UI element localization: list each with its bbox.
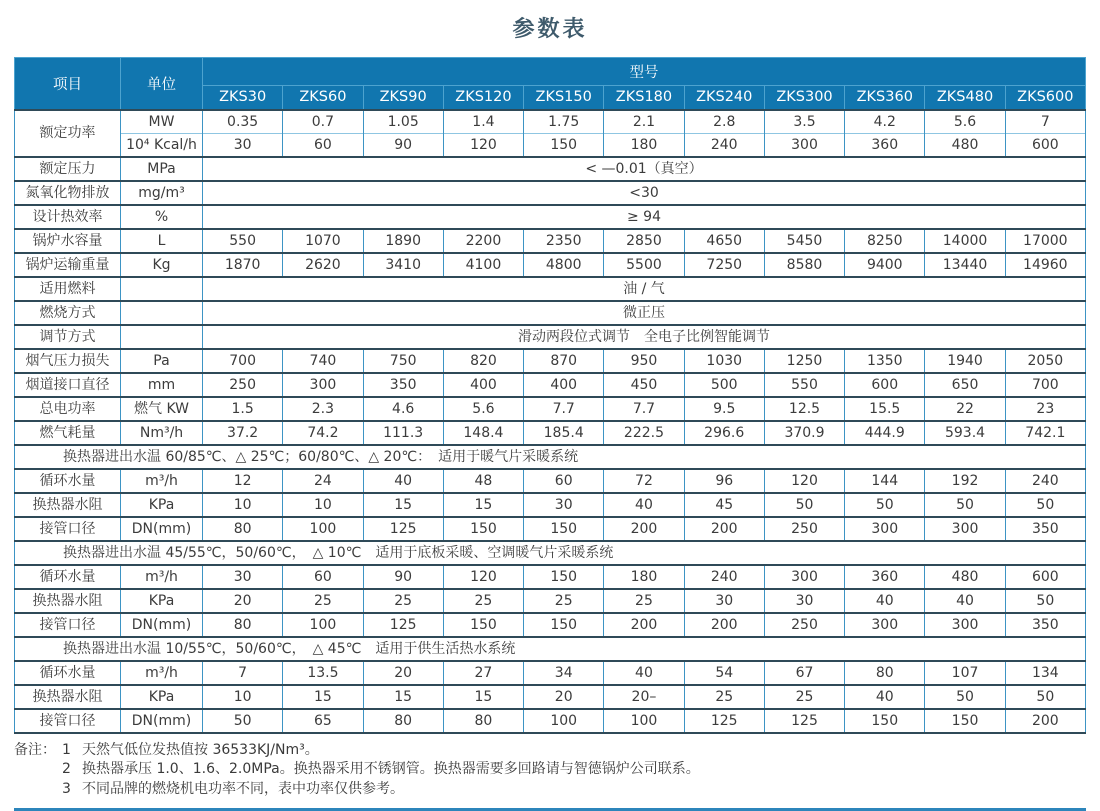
cell-value: 350 — [363, 373, 443, 397]
table-body — [15, 110, 1086, 733]
cell-value: 1.05 — [363, 110, 443, 134]
row-unit: % — [121, 205, 203, 229]
cell-value: 550 — [203, 229, 283, 253]
data-row — [15, 349, 1086, 373]
notes-list — [62, 741, 1086, 800]
cell-value: 1070 — [283, 229, 363, 253]
cell-value: 13440 — [925, 253, 1005, 277]
cell-value: 360 — [845, 133, 925, 157]
row-value: <30 — [203, 181, 1086, 205]
column-header-zks30: ZKS30 — [203, 86, 283, 110]
cell-value: 120 — [443, 565, 523, 589]
section-label: 换热器进出水温 45/55℃，50/60℃， △ 10℃ 适用于底板采暖、空调暖气片采暖系统 — [15, 541, 1086, 565]
row-label: 锅炉水容量 — [15, 229, 121, 253]
cell-value: 10 — [283, 493, 363, 517]
cell-value: 74.2 — [283, 421, 363, 445]
data-row — [15, 421, 1086, 445]
cell-value: 0.35 — [203, 110, 283, 134]
data-row — [15, 613, 1086, 637]
cell-value: 600 — [845, 373, 925, 397]
row-unit: m³/h — [121, 565, 203, 589]
cell-value: 10 — [203, 685, 283, 709]
cell-value: 9.5 — [684, 397, 764, 421]
cell-value: 300 — [845, 613, 925, 637]
cell-value: 1.4 — [443, 110, 523, 134]
row-unit: Nm³/h — [121, 421, 203, 445]
cell-value: 250 — [203, 373, 283, 397]
cell-value: 1890 — [363, 229, 443, 253]
cell-value: 150 — [524, 517, 604, 541]
cell-value: 7 — [1005, 110, 1085, 134]
cell-value: 24 — [283, 469, 363, 493]
note-number: 1 — [62, 741, 71, 758]
cell-value: 30 — [524, 493, 604, 517]
cell-value: 1350 — [845, 349, 925, 373]
cell-value: 50 — [764, 493, 844, 517]
row-unit: KPa — [121, 589, 203, 613]
cell-value: 5500 — [604, 253, 684, 277]
row-label: 接管口径 — [15, 517, 121, 541]
cell-value: 13.5 — [283, 661, 363, 685]
cell-value: 192 — [925, 469, 1005, 493]
cell-value: 100 — [283, 517, 363, 541]
cell-value: 360 — [845, 565, 925, 589]
row-unit: 燃气 KW — [121, 397, 203, 421]
cell-value: 111.3 — [363, 421, 443, 445]
cell-value: 4800 — [524, 253, 604, 277]
cell-value: 120 — [764, 469, 844, 493]
cell-value: 870 — [524, 349, 604, 373]
cell-value: 125 — [684, 709, 764, 733]
cell-value: 600 — [1005, 565, 1085, 589]
data-row — [15, 469, 1086, 493]
column-header-zks150: ZKS150 — [524, 86, 604, 110]
cell-value: 1.5 — [203, 397, 283, 421]
cell-value: 1030 — [684, 349, 764, 373]
row-unit — [121, 301, 203, 325]
cell-value: 25 — [524, 589, 604, 613]
cell-value: 400 — [443, 373, 523, 397]
note-line-1 — [62, 741, 1086, 761]
cell-value: 12.5 — [764, 397, 844, 421]
data-row — [15, 373, 1086, 397]
row-value: 滑动两段位式调节 全电子比例智能调节 — [203, 325, 1086, 349]
row-unit: m³/h — [121, 469, 203, 493]
section-row — [15, 637, 1086, 661]
cell-value: 4100 — [443, 253, 523, 277]
cell-value: 296.6 — [684, 421, 764, 445]
cell-value: 480 — [925, 133, 1005, 157]
cell-value: 150 — [443, 613, 523, 637]
spec-table — [14, 57, 1086, 734]
data-row — [15, 325, 1086, 349]
row-unit: 10⁴ Kcal/h — [121, 133, 203, 157]
note-text: 换热器承压 1.0、1.6、2.0MPa。换热器采用不锈钢管。换热器需要多回路请与智德锅炉公司联系。 — [82, 761, 700, 777]
cell-value: 370.9 — [764, 421, 844, 445]
cell-value: 2350 — [524, 229, 604, 253]
cell-value: 50 — [845, 493, 925, 517]
cell-value: 0.7 — [283, 110, 363, 134]
note-line-3 — [62, 780, 1086, 800]
cell-value: 593.4 — [925, 421, 1005, 445]
page-title: 参数表 — [512, 17, 588, 42]
notes — [14, 741, 1086, 800]
cell-value: 40 — [845, 685, 925, 709]
cell-value: 45 — [684, 493, 764, 517]
row-unit: L — [121, 229, 203, 253]
cell-value: 40 — [604, 661, 684, 685]
cell-value: 134 — [1005, 661, 1085, 685]
row-label: 烟道接口直径 — [15, 373, 121, 397]
cell-value: 2620 — [283, 253, 363, 277]
cell-value: 96 — [684, 469, 764, 493]
data-row — [15, 685, 1086, 709]
cell-value: 50 — [925, 685, 1005, 709]
data-row — [15, 253, 1086, 277]
cell-value: 1.75 — [524, 110, 604, 134]
note-text: 天然气低位发热值按 36533KJ/Nm³。 — [82, 741, 319, 758]
row-label: 循环水量 — [15, 469, 121, 493]
row-unit: Pa — [121, 349, 203, 373]
cell-value: 37.2 — [203, 421, 283, 445]
cell-value: 80 — [203, 517, 283, 541]
cell-value: 150 — [524, 565, 604, 589]
cell-value: 148.4 — [443, 421, 523, 445]
section-row — [15, 445, 1086, 469]
row-unit — [121, 277, 203, 301]
row-unit: DN(mm) — [121, 517, 203, 541]
cell-value: 144 — [845, 469, 925, 493]
data-row — [15, 133, 1086, 157]
cell-value: 200 — [684, 517, 764, 541]
cell-value: 60 — [283, 565, 363, 589]
cell-value: 40 — [925, 589, 1005, 613]
cell-value: 80 — [203, 613, 283, 637]
cell-value: 7.7 — [524, 397, 604, 421]
row-label: 换热器水阻 — [15, 493, 121, 517]
cell-value: 80 — [845, 661, 925, 685]
row-value: ≥ 94 — [203, 205, 1086, 229]
data-row — [15, 661, 1086, 685]
cell-value: 54 — [684, 661, 764, 685]
cell-value: 72 — [604, 469, 684, 493]
cell-value: 650 — [925, 373, 1005, 397]
cell-value: 240 — [684, 565, 764, 589]
cell-value: 400 — [524, 373, 604, 397]
cell-value: 300 — [845, 517, 925, 541]
cell-value: 5.6 — [443, 397, 523, 421]
column-header-zks90: ZKS90 — [363, 86, 443, 110]
cell-value: 67 — [764, 661, 844, 685]
data-row — [15, 277, 1086, 301]
cell-value: 40 — [604, 493, 684, 517]
cell-value: 550 — [764, 373, 844, 397]
column-header-zks300: ZKS300 — [764, 86, 844, 110]
note-number: 3 — [62, 780, 71, 797]
cell-value: 300 — [925, 613, 1005, 637]
cell-value: 444.9 — [845, 421, 925, 445]
cell-value: 200 — [1005, 709, 1085, 733]
cell-value: 450 — [604, 373, 684, 397]
cell-value: 200 — [604, 613, 684, 637]
data-row — [15, 565, 1086, 589]
cell-value: 185.4 — [524, 421, 604, 445]
cell-value: 40 — [845, 589, 925, 613]
note-number: 2 — [62, 761, 71, 777]
cell-value: 30 — [203, 565, 283, 589]
cell-value: 2.3 — [283, 397, 363, 421]
cell-value: 25 — [684, 685, 764, 709]
cell-value: 20– — [604, 685, 684, 709]
column-header-zks60: ZKS60 — [283, 86, 363, 110]
cell-value: 200 — [604, 517, 684, 541]
row-value: 油 / 气 — [203, 277, 1086, 301]
cell-value: 240 — [1005, 469, 1085, 493]
cell-value: 250 — [764, 613, 844, 637]
cell-value: 200 — [684, 613, 764, 637]
cell-value: 1250 — [764, 349, 844, 373]
row-label: 换热器水阻 — [15, 589, 121, 613]
cell-value: 25 — [764, 685, 844, 709]
cell-value: 40 — [363, 469, 443, 493]
cell-value: 60 — [283, 133, 363, 157]
model-group-header: 型号 — [203, 58, 1086, 86]
row-label: 调节方式 — [15, 325, 121, 349]
cell-value: 15 — [363, 685, 443, 709]
cell-value: 125 — [363, 613, 443, 637]
data-row — [15, 205, 1086, 229]
cell-value: 300 — [764, 565, 844, 589]
data-row — [15, 709, 1086, 733]
data-row — [15, 110, 1086, 134]
cell-value: 107 — [925, 661, 1005, 685]
header-row-1 — [15, 58, 1086, 86]
cell-value: 15.5 — [845, 397, 925, 421]
cell-value: 50 — [1005, 685, 1085, 709]
cell-value: 90 — [363, 133, 443, 157]
cell-value: 30 — [684, 589, 764, 613]
data-row — [15, 229, 1086, 253]
cell-value: 7250 — [684, 253, 764, 277]
cell-value: 10 — [203, 493, 283, 517]
cell-value: 65 — [283, 709, 363, 733]
cell-value: 700 — [1005, 373, 1085, 397]
cell-value: 300 — [283, 373, 363, 397]
cell-value: 23 — [1005, 397, 1085, 421]
cell-value: 4650 — [684, 229, 764, 253]
column-header-item: 项目 — [15, 58, 121, 110]
cell-value: 700 — [203, 349, 283, 373]
cell-value: 950 — [604, 349, 684, 373]
row-unit: Kg — [121, 253, 203, 277]
cell-value: 300 — [764, 133, 844, 157]
cell-value: 240 — [684, 133, 764, 157]
cell-value: 12 — [203, 469, 283, 493]
cell-value: 8250 — [845, 229, 925, 253]
cell-value: 820 — [443, 349, 523, 373]
row-label: 循环水量 — [15, 661, 121, 685]
cell-value: 14960 — [1005, 253, 1085, 277]
cell-value: 5450 — [764, 229, 844, 253]
cell-value: 3410 — [363, 253, 443, 277]
cell-value: 750 — [363, 349, 443, 373]
cell-value: 740 — [283, 349, 363, 373]
cell-value: 480 — [925, 565, 1005, 589]
cell-value: 2.1 — [604, 110, 684, 134]
column-header-zks360: ZKS360 — [845, 86, 925, 110]
cell-value: 25 — [283, 589, 363, 613]
column-header-zks240: ZKS240 — [684, 86, 764, 110]
cell-value: 30 — [203, 133, 283, 157]
cell-value: 80 — [363, 709, 443, 733]
section-label: 换热器进出水温 60/85℃、△ 25℃；60/80℃、△ 20℃： 适用于暖气片采暖系统 — [15, 445, 1086, 469]
row-unit: KPa — [121, 493, 203, 517]
row-label: 换热器水阻 — [15, 685, 121, 709]
row-value: 微正压 — [203, 301, 1086, 325]
row-unit: mg/m³ — [121, 181, 203, 205]
cell-value: 125 — [363, 517, 443, 541]
note-text: 不同品牌的燃烧机电功率不同，表中功率仅供参考。 — [82, 780, 404, 797]
cell-value: 15 — [443, 685, 523, 709]
cell-value: 3.5 — [764, 110, 844, 134]
cell-value: 27 — [443, 661, 523, 685]
row-label: 燃烧方式 — [15, 301, 121, 325]
cell-value: 15 — [283, 685, 363, 709]
cell-value: 100 — [283, 613, 363, 637]
cell-value: 500 — [684, 373, 764, 397]
cell-value: 4.2 — [845, 110, 925, 134]
row-label: 接管口径 — [15, 613, 121, 637]
cell-value: 90 — [363, 565, 443, 589]
row-unit: MW — [121, 110, 203, 134]
cell-value: 14000 — [925, 229, 1005, 253]
cell-value: 15 — [443, 493, 523, 517]
row-label: 循环水量 — [15, 565, 121, 589]
cell-value: 48 — [443, 469, 523, 493]
cell-value: 50 — [203, 709, 283, 733]
cell-value: 300 — [925, 517, 1005, 541]
column-header-zks120: ZKS120 — [443, 86, 523, 110]
cell-value: 120 — [443, 133, 523, 157]
table-header — [15, 58, 1086, 110]
column-header-zks480: ZKS480 — [925, 86, 1005, 110]
cell-value: 180 — [604, 565, 684, 589]
cell-value: 25 — [443, 589, 523, 613]
cell-value: 50 — [1005, 493, 1085, 517]
cell-value: 150 — [443, 517, 523, 541]
row-label: 设计热效率 — [15, 205, 121, 229]
cell-value: 1870 — [203, 253, 283, 277]
cell-value: 4.6 — [363, 397, 443, 421]
cell-value: 350 — [1005, 613, 1085, 637]
column-header-zks180: ZKS180 — [604, 86, 684, 110]
data-row — [15, 157, 1086, 181]
cell-value: 60 — [524, 469, 604, 493]
cell-value: 50 — [925, 493, 1005, 517]
cell-value: 20 — [203, 589, 283, 613]
cell-value: 180 — [604, 133, 684, 157]
row-unit: mm — [121, 373, 203, 397]
cell-value: 600 — [1005, 133, 1085, 157]
section-row — [15, 541, 1086, 565]
column-header-zks600: ZKS600 — [1005, 86, 1085, 110]
cell-value: 150 — [524, 613, 604, 637]
data-row — [15, 181, 1086, 205]
row-value: < —0.01（真空） — [203, 157, 1086, 181]
row-unit: KPa — [121, 685, 203, 709]
cell-value: 20 — [524, 685, 604, 709]
cell-value: 8580 — [764, 253, 844, 277]
cell-value: 25 — [604, 589, 684, 613]
cell-value: 350 — [1005, 517, 1085, 541]
data-row — [15, 397, 1086, 421]
data-row — [15, 517, 1086, 541]
row-unit: DN(mm) — [121, 709, 203, 733]
notes-label: 备注： — [14, 741, 56, 758]
cell-value: 1940 — [925, 349, 1005, 373]
cell-value: 2200 — [443, 229, 523, 253]
row-unit — [121, 325, 203, 349]
cell-value: 742.1 — [1005, 421, 1085, 445]
column-header-unit: 单位 — [121, 58, 203, 110]
row-label: 额定压力 — [15, 157, 121, 181]
row-label: 接管口径 — [15, 709, 121, 733]
cell-value: 22 — [925, 397, 1005, 421]
row-unit: m³/h — [121, 661, 203, 685]
data-row — [15, 493, 1086, 517]
cell-value: 100 — [524, 709, 604, 733]
cell-value: 150 — [845, 709, 925, 733]
cell-value: 100 — [604, 709, 684, 733]
cell-value: 17000 — [1005, 229, 1085, 253]
cell-value: 34 — [524, 661, 604, 685]
cell-value: 30 — [764, 589, 844, 613]
row-label: 适用燃料 — [15, 277, 121, 301]
cell-value: 222.5 — [604, 421, 684, 445]
cell-value: 125 — [764, 709, 844, 733]
data-row — [15, 589, 1086, 613]
cell-value: 2.8 — [684, 110, 764, 134]
row-unit: MPa — [121, 157, 203, 181]
cell-value: 9400 — [845, 253, 925, 277]
note-line-2 — [62, 760, 1086, 780]
row-label: 总电功率 — [15, 397, 121, 421]
cell-value: 25 — [363, 589, 443, 613]
cell-value: 7 — [203, 661, 283, 685]
cell-value: 2850 — [604, 229, 684, 253]
section-label: 换热器进出水温 10/55℃，50/60℃， △ 45℃ 适用于供生活热水系统 — [15, 637, 1086, 661]
cell-value: 20 — [363, 661, 443, 685]
row-unit: DN(mm) — [121, 613, 203, 637]
row-label: 锅炉运输重量 — [15, 253, 121, 277]
cell-value: 150 — [524, 133, 604, 157]
cell-value: 80 — [443, 709, 523, 733]
row-label: 氮氧化物排放 — [15, 181, 121, 205]
cell-value: 7.7 — [604, 397, 684, 421]
data-row — [15, 301, 1086, 325]
cell-value: 2050 — [1005, 349, 1085, 373]
row-label: 燃气耗量 — [15, 421, 121, 445]
cell-value: 150 — [925, 709, 1005, 733]
cell-value: 250 — [764, 517, 844, 541]
cell-value: 5.6 — [925, 110, 1005, 134]
row-label: 额定功率 — [15, 110, 121, 157]
row-label: 烟气压力损失 — [15, 349, 121, 373]
cell-value: 50 — [1005, 589, 1085, 613]
cell-value: 15 — [363, 493, 443, 517]
